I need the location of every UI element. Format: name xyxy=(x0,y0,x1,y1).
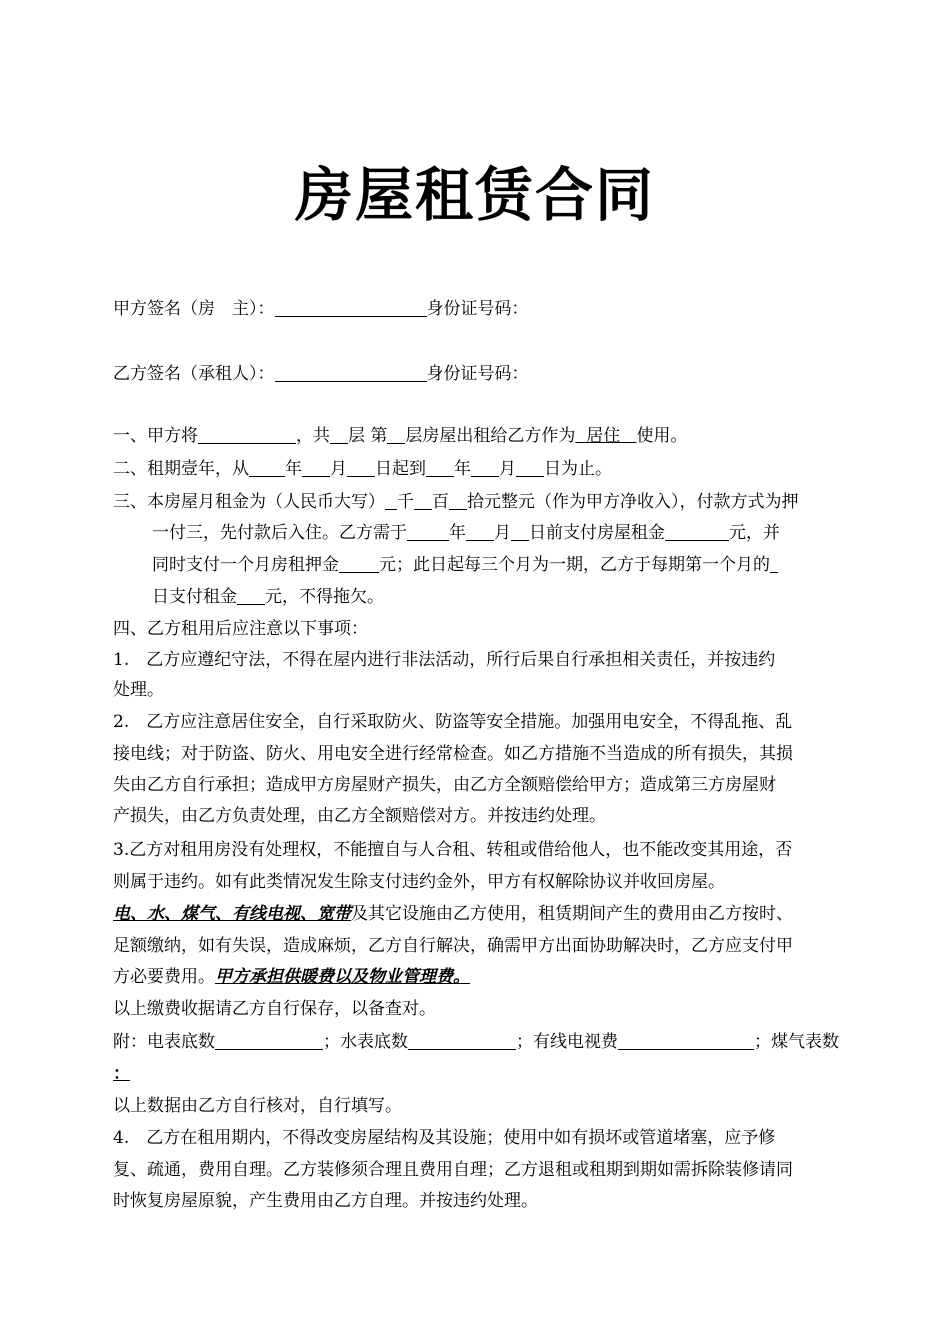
pay-month-field[interactable] xyxy=(466,522,494,541)
party-a-signature-line xyxy=(113,297,853,321)
clause-3-text: 元；此日起每三个月为一期，乙方于每期第一个月的 xyxy=(379,555,770,575)
day-field[interactable] xyxy=(770,554,778,573)
clause-2-text: 月 xyxy=(499,459,516,479)
clause-2-text: 日为止。 xyxy=(544,459,612,479)
meter-text: 附：电表底数 xyxy=(113,1032,215,1052)
meter-text: ；煤气表数 xyxy=(754,1032,839,1052)
start-day-field[interactable] xyxy=(347,458,375,477)
clause-3-text: 百 xyxy=(432,492,449,512)
end-day-field[interactable] xyxy=(516,458,544,477)
clause-3-text: 年 xyxy=(449,523,466,543)
usage-value: 居住 xyxy=(586,426,621,446)
party-a-signature-field[interactable] xyxy=(275,298,427,317)
start-month-field[interactable] xyxy=(302,458,330,477)
clause-3-text: 日前支付房屋租金 xyxy=(529,523,665,543)
utilities-text: 方必要费用。 xyxy=(113,967,215,987)
start-year-field[interactable] xyxy=(249,458,285,477)
item-1-line: 处理。 xyxy=(113,680,164,700)
clause-1-text: 使用。 xyxy=(636,426,688,446)
party-b-signature-line xyxy=(113,362,853,386)
clause-3-line-3 xyxy=(152,553,852,577)
party-a-id-label: 身份证号码： xyxy=(426,299,529,319)
clause-2-text: 二、租期壹年，从 xyxy=(113,459,249,479)
clause-1-text: 层房屋出租给乙方作为 xyxy=(405,426,576,446)
meter-text: ；水表底数 xyxy=(323,1032,408,1052)
clause-4-heading: 四、乙方租用后应注意以下事项： xyxy=(113,619,368,639)
utilities-line-2: 足额缴纳，如有失误，造成麻烦，乙方自行解决，确需甲方出面协助解决时，乙方应支付甲 xyxy=(113,936,793,956)
pay-year-field[interactable] xyxy=(407,522,449,541)
clause-3-text: 月 xyxy=(494,523,511,543)
pay-day-field[interactable] xyxy=(511,522,529,541)
heating-fee-emphasis: 甲方承担供暖费以及物业管理费。 xyxy=(215,967,470,987)
clause-3-text: 同时支付一个月房租押金 xyxy=(152,555,339,575)
water-meter-field[interactable] xyxy=(408,1031,516,1050)
clause-3-line-2 xyxy=(152,521,852,545)
meter-text: ；有线电视费 xyxy=(516,1032,618,1052)
item-4-line: 4. 乙方在租用期内，不得改变房屋结构及其设施；使用中如有损坏或管道堵塞，应予修 xyxy=(113,1128,776,1148)
clause-1 xyxy=(113,424,853,448)
receipts-note: 以上缴费收据请乙方自行保存，以备查对。 xyxy=(113,999,436,1019)
clause-3-text: 拾元整元（作为甲方净收入），付款方式为押 xyxy=(467,492,799,512)
party-b-label: 乙方签名（承租人）： xyxy=(113,364,275,384)
party-b-id-label: 身份证号码： xyxy=(426,364,529,384)
clause-3-line-1 xyxy=(113,490,853,514)
item-2-line: 2. 乙方应注意居住安全，自行采取防火、防盗等安全措施。加强用电安全，不得乱拖、乱 xyxy=(113,712,793,732)
utilities-text: 及其它设施由乙方使用，租赁期间产生的费用由乙方按时、 xyxy=(351,904,793,924)
period-rent-field[interactable] xyxy=(237,586,265,605)
page-title: 房屋租赁合同 xyxy=(294,161,655,229)
rent-amount-field[interactable] xyxy=(665,522,729,541)
clause-2 xyxy=(113,457,853,481)
rent-thousand-field[interactable] xyxy=(385,491,397,510)
floors-field[interactable] xyxy=(330,425,348,444)
clause-2-text: 日起到 xyxy=(375,459,426,479)
gas-meter-field[interactable]: ： xyxy=(113,1064,130,1084)
clause-2-text: 年 xyxy=(454,459,471,479)
party-b-signature-field[interactable] xyxy=(275,363,427,382)
end-month-field[interactable] xyxy=(471,458,499,477)
item-4-line: 时恢复房屋原貌，产生费用由乙方自理。并按违约处理。 xyxy=(113,1191,538,1211)
rent-hundred-field[interactable] xyxy=(414,491,432,510)
party-a-label: 甲方签名（房 主）： xyxy=(113,299,275,319)
clause-3-text: 千 xyxy=(397,492,414,512)
rent-ten-field[interactable] xyxy=(449,491,467,510)
utilities-line-3 xyxy=(113,965,853,989)
item-2-line: 产损失，由乙方负责处理，由乙方全额赔偿对方。并按违约处理。 xyxy=(113,806,606,826)
clause-2-text: 月 xyxy=(330,459,347,479)
item-4-line: 复、疏通，费用自理。乙方装修须合理且费用自理；乙方退租或租期到期如需拆除装修请同 xyxy=(113,1160,793,1180)
clause-3-text: 三、本房屋月租金为（人民币大写） xyxy=(113,492,385,512)
clause-1-text: 层 第 xyxy=(348,426,388,446)
clause-1-text: 一、甲方将 xyxy=(113,426,198,446)
clause-2-text: 年 xyxy=(285,459,302,479)
cable-tv-fee-field[interactable] xyxy=(618,1031,754,1050)
item-3-line: 3.乙方对租用房没有处理权，不能擅自与人合租、转租或借给他人，也不能改变其用途，否 xyxy=(113,840,793,860)
floor-number-field[interactable] xyxy=(387,425,405,444)
end-year-field[interactable] xyxy=(426,458,454,477)
clause-3-text: 一付三，先付款后入住。乙方需于 xyxy=(152,523,407,543)
verify-note: 以上数据由乙方自行核对，自行填写。 xyxy=(113,1096,402,1116)
item-2-line: 失由乙方自行承担；造成甲方房屋财产损失，由乙方全额赔偿给甲方；造成第三方房屋财 xyxy=(113,775,776,795)
clause-3-line-4 xyxy=(152,585,852,609)
electric-meter-field[interactable] xyxy=(215,1031,323,1050)
clause-3-text: 日支付租金 xyxy=(152,587,237,607)
item-2-line: 接电线；对于防盗、防火、用电安全进行经常检查。如乙方措施不当造成的所有损失，其损 xyxy=(113,744,793,764)
item-1-line: 1. 乙方应遵纪守法，不得在屋内进行非法活动，所行后果自行承担相关责任，并按违约 xyxy=(113,650,776,670)
item-3-line: 则属于违约。如有此类情况发生除支付违约金外，甲方有权解除协议并收回房屋。 xyxy=(113,872,725,892)
utilities-emphasis: 电、水、煤气、有线电视、宽带 xyxy=(113,904,351,924)
meter-readings-line xyxy=(113,1030,853,1054)
deposit-field[interactable] xyxy=(339,554,379,573)
meter-readings-line-2 xyxy=(113,1062,853,1086)
address-field[interactable] xyxy=(198,425,296,444)
utilities-line-1 xyxy=(113,902,853,926)
clause-1-text: ，共 xyxy=(296,426,330,446)
clause-3-text: 元，并 xyxy=(729,523,780,543)
clause-3-text: 元，不得拖欠。 xyxy=(265,587,384,607)
